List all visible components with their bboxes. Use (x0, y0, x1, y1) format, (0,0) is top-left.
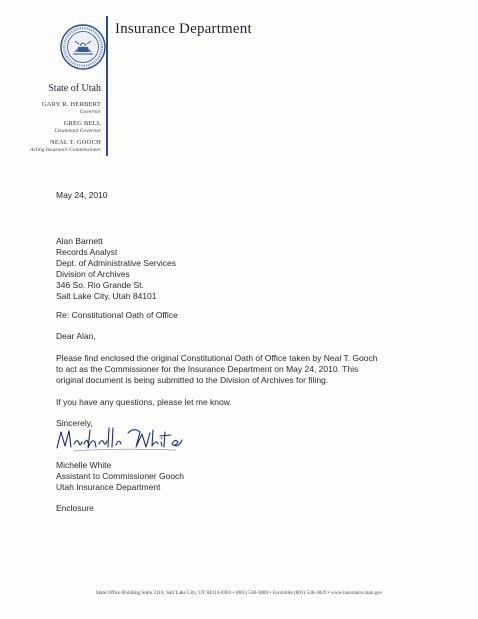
state-seal-icon (60, 24, 106, 70)
body-paragraph-line: to act as the Commissioner for the Insurance Department on May 24, 2010. This (56, 364, 359, 374)
signature-image (54, 424, 186, 454)
letterhead-divider (106, 16, 108, 156)
recipient-line: Salt Lake City, Utah 84101 (56, 291, 157, 301)
commissioner-title: Acting Insurance Commissioner (30, 147, 101, 153)
governor-name: GARY R. HERBERT (41, 101, 101, 108)
signer-title: Assistant to Commissioner Gooch (56, 471, 185, 481)
enclosure-note: Enclosure (56, 503, 94, 513)
signer-name: Michelle White (56, 460, 112, 470)
body-paragraph-2: If you have any questions, please let me know. (56, 397, 232, 407)
letter-date: May 24, 2010 (56, 190, 108, 200)
governor-title: Governor (79, 109, 101, 115)
signer-organization: Utah Insurance Department (56, 482, 161, 492)
body-paragraph-line: Please find enclosed the original Constitutional Oath of Office taken by Neal T. Gooch (56, 353, 378, 363)
letterhead-footer: State Office Building Suite 3110, Salt Lake City, UT 84114-6901 • (801) 538-3800 • Facsimile (801) 538-3829 • www.insurance.utah.gov (95, 590, 383, 596)
lieutenant-governor-name: GREG BELL (63, 120, 101, 127)
recipient-line: 346 So. Rio Grande St. (56, 280, 144, 290)
subject-line: Re: Constitutional Oath of Office (56, 310, 178, 320)
recipient-line: Alan Barnett (56, 236, 103, 246)
state-name: State of Utah (48, 83, 101, 94)
salutation: Dear Alan, (56, 331, 96, 341)
body-paragraph-line: original document is being submitted to the Division of Archives for filing. (56, 375, 329, 385)
recipient-line: Dept. of Administrative Services (56, 258, 176, 268)
recipient-line: Records Analyst (56, 247, 118, 257)
lieutenant-governor-title: Lieutenant Governor (54, 128, 101, 134)
commissioner-name: NEAL T. GOOCH (49, 139, 101, 146)
closing: Sincerely, (56, 418, 93, 428)
department-name: Insurance Department (115, 21, 252, 37)
recipient-line: Division of Archives (56, 269, 130, 279)
